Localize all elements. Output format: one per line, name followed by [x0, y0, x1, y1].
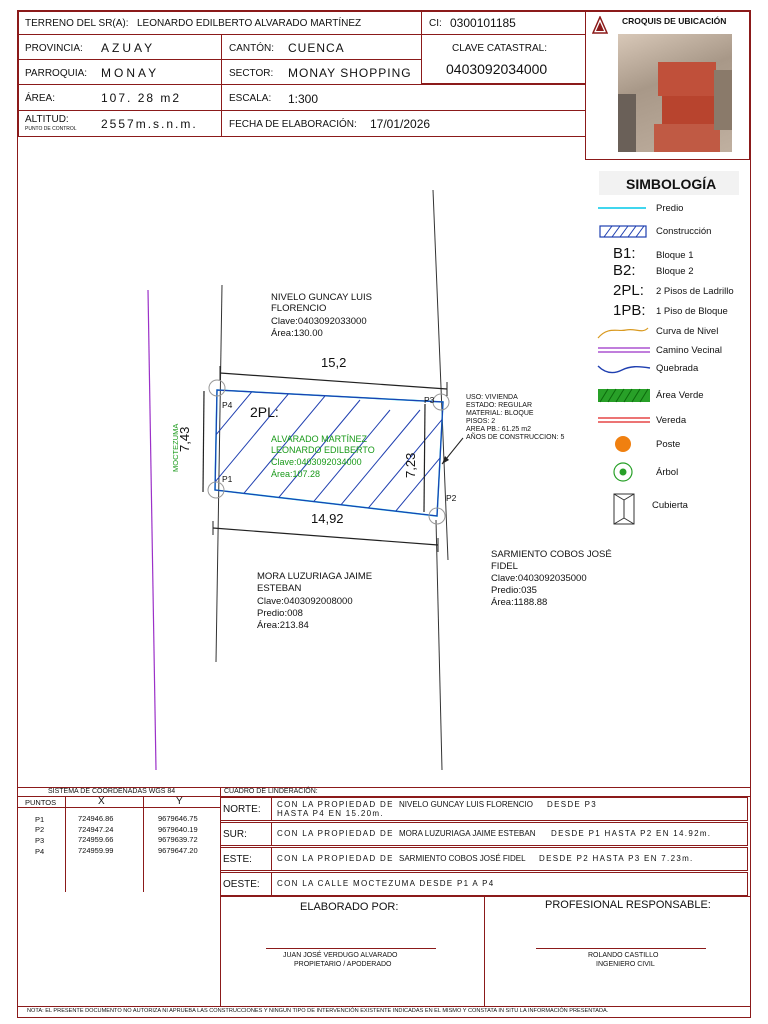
norte-name: NIVELO GUNCAY LUIS FLORENCIO [399, 800, 533, 809]
north-owner-1: NIVELO GUNCAY LUIS [271, 292, 373, 303]
altitud-sub: PUNTO DE CONTROL [25, 126, 77, 132]
dim-bottom-line [213, 528, 438, 545]
legend-poste: Poste [656, 439, 681, 450]
east-boundary-lower [436, 520, 442, 770]
elaborado-name: JUAN JOSÉ VERDUGO ALVARADO [283, 952, 398, 959]
sector-label: SECTOR: [229, 68, 274, 79]
dim-left-line [203, 391, 204, 492]
legend-quebrada: Quebrada [656, 363, 699, 374]
parroquia-label: PARROQUIA: [25, 68, 88, 79]
norte-key: NORTE: [223, 804, 261, 815]
legend-vereda: Vereda [656, 415, 687, 426]
fecha-value: 17/01/2026 [370, 117, 431, 131]
lind-oeste [220, 872, 748, 896]
lind-sur [220, 822, 748, 846]
area-label: ÁREA: [25, 93, 56, 104]
east-owner-1: SARMIENTO COBOS JOSÉ [491, 549, 612, 560]
clave-value: 0403092034000 [446, 61, 548, 77]
legend-1pb-code: 1PB: [613, 302, 646, 319]
legend-b2-code: B2: [613, 262, 636, 279]
ci-label: CI: [429, 18, 442, 29]
oeste-key: OESTE: [223, 879, 260, 890]
south-owner-1: MORA LUZURIAGA JAIME [257, 571, 373, 582]
coords-col-x: X [98, 796, 105, 807]
dim-right: 7,23 [403, 452, 418, 478]
coord-p2-y: 9679640.19 [158, 825, 198, 834]
coord-p4-y: 9679647.20 [158, 846, 198, 855]
coords-table [18, 787, 221, 892]
nota-top-line [18, 1006, 750, 1007]
legend-verde: Área Verde [656, 390, 704, 401]
legend-b2: Bloque 2 [656, 266, 694, 277]
block-code: 2PL: [250, 404, 279, 420]
legend-arbol: Árbol [656, 467, 679, 478]
fecha-label: FECHA DE ELABORACIÓN: [229, 119, 357, 130]
coord-p1-x: 724946.86 [78, 814, 114, 823]
este-text-b: DESDE P2 HASTA P3 EN 7.23m. [539, 854, 694, 863]
norte-text-c: HASTA P4 EN 15.20m. [277, 809, 384, 818]
lind-norte [220, 797, 748, 821]
firmas-top-line [220, 896, 750, 897]
uso-2: ESTADO: REGULAR [466, 402, 532, 409]
profesional-title: PROFESIONAL RESPONSABLE: [545, 899, 711, 911]
label-p4: P4 [222, 400, 233, 410]
east-clave: Clave:0403092035000 [491, 573, 587, 584]
profesional-signature-line [536, 948, 706, 949]
south-area: Área:213.84 [257, 620, 309, 631]
lot-clave: Clave:0403092034000 [271, 457, 362, 467]
coord-p4-x: 724959.99 [78, 846, 114, 855]
south-clave: Clave:0403092008000 [257, 596, 353, 607]
dim-left: 7,43 [177, 426, 192, 452]
coord-p1-y: 9679646.75 [158, 814, 198, 823]
lind-este [220, 847, 748, 871]
profesional-name: ROLANDO CASTILLO [588, 952, 659, 959]
label-p1: P1 [222, 474, 233, 484]
dim-top-line [220, 373, 447, 389]
altitud-label: ALTITUD: [25, 114, 69, 125]
legend-1pb: 1 Piso de Bloque [656, 306, 728, 317]
sur-text-b: DESDE P1 HASTA P2 EN 14.92m. [551, 829, 712, 838]
dim-right-line [424, 404, 425, 512]
south-predio: Predio:008 [257, 608, 303, 619]
canton-label: CANTÓN: [229, 43, 274, 54]
terreno-label: TERRENO DEL SR(A): [25, 18, 129, 29]
east-predio: Predio:035 [491, 585, 537, 596]
nota-text: NOTA: EL PRESENTE DOCUMENTO NO AUTORIZA NI APRUEBA LAS CONSTRUCCIONES Y NINGUN TIPO DE INTERVENCIÓN EXISTENTE INDICADAS EN EL MISMO Y CONSTATA IN SITU LA INFORMACIÓN PRESENTADA. [27, 1008, 609, 1014]
south-owner-2: ESTEBAN [257, 583, 302, 594]
east-area: Área:1188.88 [491, 597, 548, 608]
legend-camino: Camino Vecinal [656, 345, 723, 356]
street-name: MOCTEZUMA [171, 423, 180, 472]
canton-value: CUENCA [288, 41, 345, 55]
croquis-title: CROQUIS DE UBICACIÓN [622, 16, 727, 26]
legend-cubierta: Cubierta [652, 500, 688, 511]
coord-p2-x: 724947.24 [78, 825, 114, 834]
north-owner-2: FLORENCIO [271, 303, 327, 314]
parroquia-value: MONAY [101, 66, 160, 80]
norte-text-b: DESDE P3 [547, 800, 597, 809]
lot-owner-1: ALVARADO MARTÍNEZ [271, 434, 368, 444]
sector-value: MONAY SHOPPING [288, 66, 412, 80]
coords-col-puntos: PUNTOS [25, 798, 57, 807]
altitud-value: 2557m.s.n.m. [101, 117, 198, 131]
legend-predio: Predio [656, 203, 684, 214]
uso-4: PISOS: 2 [466, 418, 496, 425]
label-p2: P2 [446, 493, 457, 503]
elaborado-role: PROPIETARIO / APODERADO [294, 961, 392, 968]
escala-value: 1:300 [288, 92, 319, 106]
area-value: 107. 28 m2 [101, 91, 182, 105]
elaborado-title: ELABORADO POR: [300, 901, 399, 913]
legend-2pl: 2 Pisos de Ladrillo [656, 286, 734, 297]
legend-construccion: Construcción [656, 226, 712, 237]
legend-b1: Bloque 1 [656, 250, 694, 261]
sur-key: SUR: [223, 829, 247, 840]
coord-p3-y: 9679639.72 [158, 835, 198, 844]
uso-5: AREA PB.: 61.25 m2 [466, 426, 531, 433]
este-name: SARMIENTO COBOS JOSÉ FIDEL [399, 854, 526, 863]
uso-3: MATERIAL: BLOQUE [466, 410, 534, 417]
coords-col-y: Y [176, 796, 183, 807]
clave-label: CLAVE CATASTRAL: [452, 43, 548, 54]
coord-p1: P1 [35, 815, 45, 824]
east-boundary-upper [433, 190, 448, 560]
terreno-value: LEONARDO EDILBERTO ALVARADO MARTÍNEZ [137, 18, 362, 29]
lot-owner-2: LEONARDO EDILBERTO [271, 445, 375, 455]
legend-curva: Curva de Nivel [656, 326, 719, 337]
legend-2pl-code: 2PL: [613, 282, 644, 299]
norte-text-a: CON LA PROPIEDAD DE [277, 800, 394, 809]
escala-label: ESCALA: [229, 93, 272, 104]
street-line [148, 290, 156, 770]
uso-6: AÑOS DE CONSTRUCCION: 5 [466, 434, 565, 441]
coord-p3-x: 724959.66 [78, 835, 114, 844]
label-p3: P3 [424, 395, 435, 405]
coord-p4: P4 [35, 847, 45, 856]
coord-p2: P2 [35, 825, 45, 834]
simbologia-title: SIMBOLOGÍA [626, 176, 717, 192]
dim-bottom: 14,92 [311, 511, 344, 526]
sur-text-a: CON LA PROPIEDAD DE [277, 829, 394, 838]
dim-top: 15,2 [321, 355, 347, 370]
sur-name: MORA LUZURIAGA JAIME ESTEBAN [399, 829, 536, 838]
lot-area: Área:107.28 [271, 469, 321, 479]
ci-value: 0300101185 [450, 16, 516, 30]
provincia-label: PROVINCIA: [25, 43, 83, 54]
provincia-value: AZUAY [101, 41, 156, 55]
legend-b1-code: B1: [613, 245, 636, 262]
uso-1: USO: VIVIENDA [466, 394, 518, 401]
profesional-role: INGENIERO CIVIL [596, 961, 655, 968]
este-key: ESTE: [223, 854, 252, 865]
oeste-text: CON LA CALLE MOCTEZUMA DESDE P1 A P4 [277, 879, 495, 888]
north-clave: Clave:0403092033000 [271, 316, 367, 327]
coord-p3: P3 [35, 836, 45, 845]
este-text-a: CON LA PROPIEDAD DE [277, 854, 394, 863]
east-owner-2: FIDEL [491, 561, 518, 572]
linderacion-title: CUADRO DE LINDERACIÓN: [224, 788, 318, 795]
north-area: Área:130.00 [271, 328, 323, 339]
elaborado-signature-line [266, 948, 436, 949]
firmas-divider [484, 896, 485, 1006]
coords-title: SISTEMA DE COORDENADAS WGS 84 [48, 788, 176, 795]
